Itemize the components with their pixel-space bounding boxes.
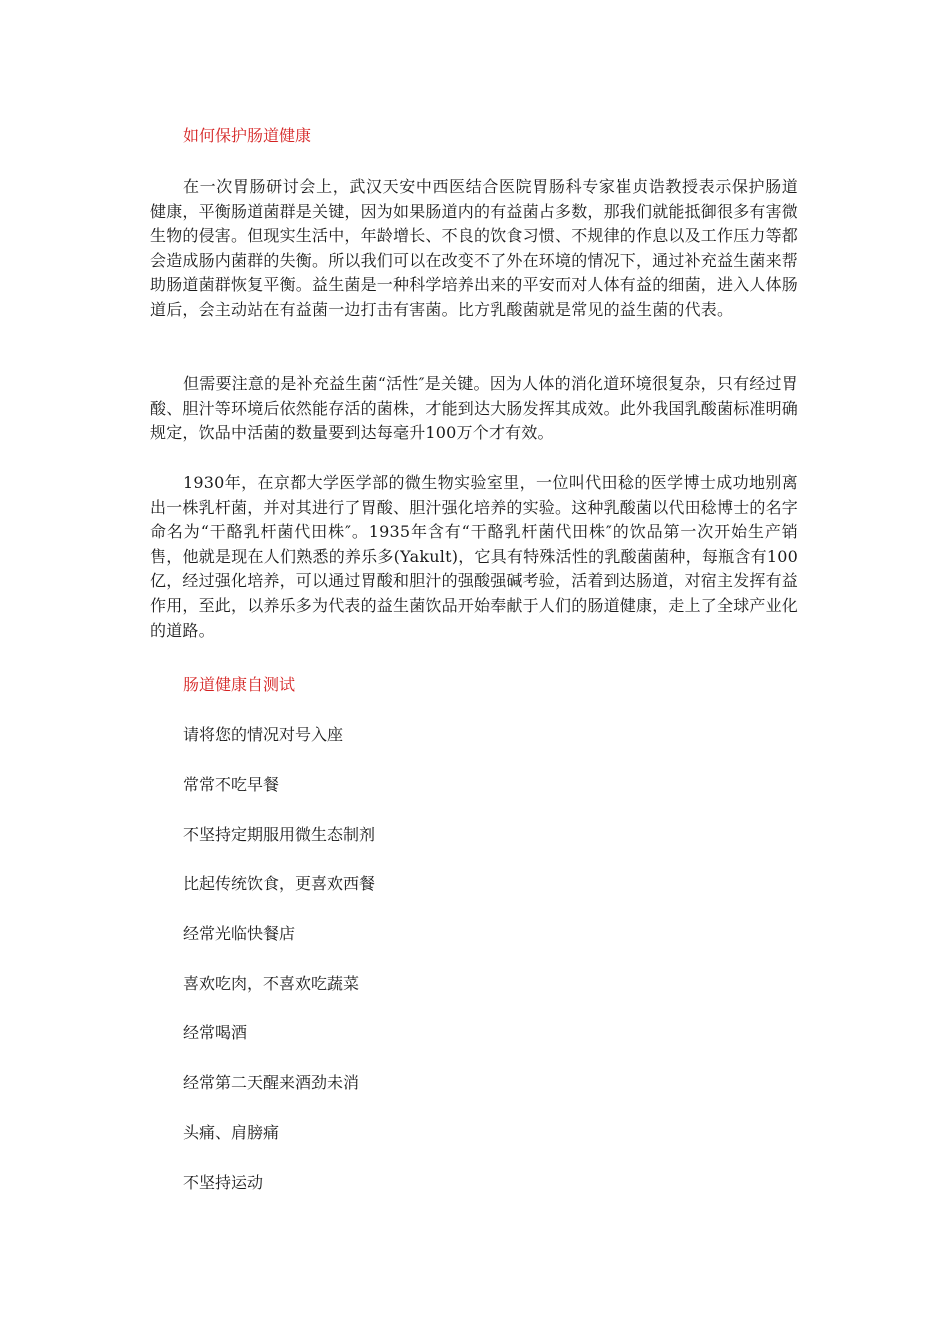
- checklist-item: 经常喝酒: [183, 1023, 248, 1042]
- checklist-item: 经常第二天醒来酒劲未消: [183, 1073, 360, 1092]
- checklist-item: 喜欢吃肉，不喜欢吃蔬菜: [183, 974, 360, 993]
- paragraph-3: 1930年，在京都大学医学部的微生物实验室里，一位叫代田稔的医学博士成功地别离出一株乳杆菌，并对其进行了胃酸、胆汁强化培养的实验。这种乳酸菌以代田稔博士的名字命名为“干酪乳杆菌代田株″。1935年含有“干酪乳杆菌代田株″的饮品第一次开始生产销售，他就是现在人们熟悉的养乐多(Yakult)，它具有特殊活性的乳酸菌菌种，每瓶含有100亿，经过强化培养，可以通过胃酸和胆汁的强酸强碱考验，活着到达肠道，对宿主发挥有益作用，至此，以养乐多为代表的益生菌饮品开始奉献于人们的肠道健康，走上了全球产业化的道路。: [150, 473, 799, 640]
- checklist-item: 请将您的情况对号入座: [183, 725, 344, 744]
- section-heading-self-test: 肠道健康自测试: [183, 675, 296, 694]
- section-heading-intestinal-health: 如何保护肠道健康: [183, 126, 312, 145]
- checklist-item: 不坚持运动: [183, 1173, 264, 1192]
- paragraph-2: 但需要注意的是补充益生菌“活性″是关键。因为人体的消化道环境很复杂，只有经过胃酸、胆汁等环境后依然能存活的菌株，才能到达大肠发挥其成效。此外我国乳酸菌标准明确规定，饮品中活菌的数量要到达每毫升100万个才有效。: [150, 374, 799, 443]
- checklist-item: 经常光临快餐店: [183, 924, 296, 943]
- checklist-item: 不坚持定期服用微生态制剂: [183, 825, 376, 844]
- checklist-item: 比起传统饮食，更喜欢西餐: [183, 874, 376, 893]
- paragraph-1: 在一次胃肠研讨会上，武汉天安中西医结合医院胃肠科专家崔贞诰教授表示保护肠道健康，平衡肠道菌群是关键，因为如果肠道内的有益菌占多数，那我们就能抵御很多有害微生物的侵害。但现实生活中，年龄增长、不良的饮食习惯、不规律的作息以及工作压力等都会造成肠内菌群的失衡。所以我们可以在改变不了外在环境的情况下，通过补充益生菌来帮助肠道菌群恢复平衡。益生菌是一种科学培养出来的平安而对人体有益的细菌，进入人体肠道后，会主动站在有益菌一边打击有害菌。比方乳酸菌就是常见的益生菌的代表。: [150, 177, 799, 319]
- checklist-item: 常常不吃早餐: [183, 775, 280, 794]
- checklist-item: 头痛、肩膀痛: [183, 1123, 280, 1142]
